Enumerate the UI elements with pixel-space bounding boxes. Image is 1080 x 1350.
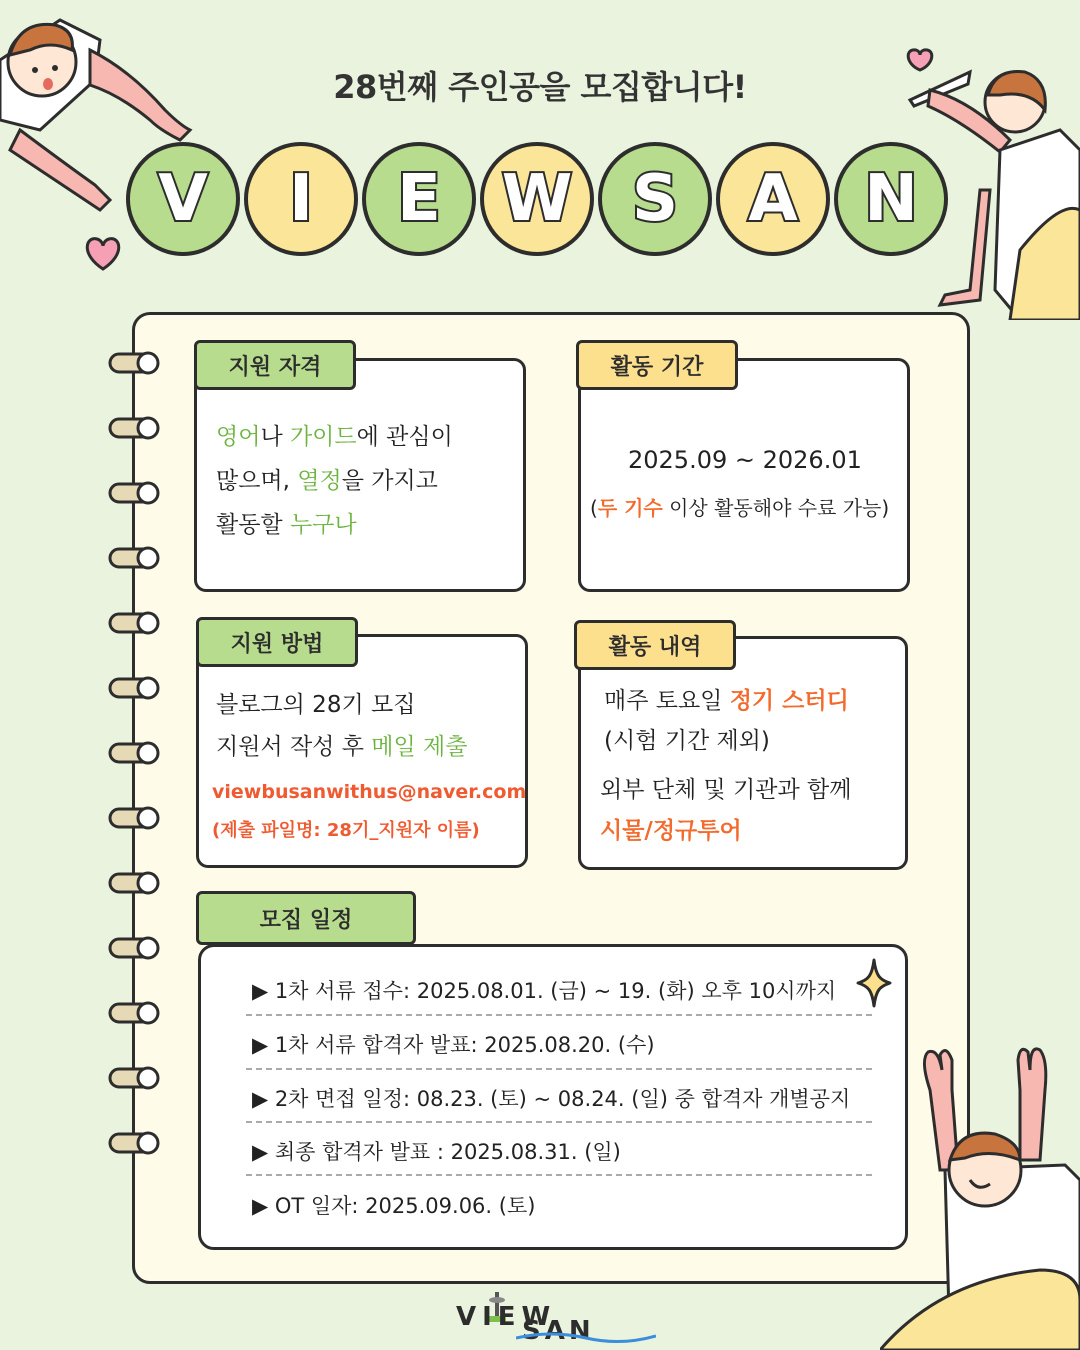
method-line-1: 블로그의 28기 모집 xyxy=(216,692,416,718)
schedule-item: ▶ OT 일자: 2025.09.06. (토) xyxy=(252,1194,536,1218)
notebook-ring-icon xyxy=(108,803,164,833)
activities-line-1: 매주 토요일 정기 스터디 xyxy=(604,688,849,714)
footer-logo xyxy=(456,1290,656,1346)
schedule-tab: 모집 일정 xyxy=(196,891,416,945)
qualification-line-2: 많으며, 열정을 가지고 xyxy=(216,468,438,494)
schedule-item: ▶ 2차 면접 일정: 08.23. (토) ~ 08.24. (일) 중 합격자 개별공지 xyxy=(252,1087,851,1111)
schedule-item: ▶ 1차 서류 접수: 2025.08.01. (금) ~ 19. (화) 오후 10시까지 xyxy=(252,979,837,1003)
notebook-ring-icon xyxy=(108,1063,164,1093)
period-tab: 활동 기간 xyxy=(576,340,738,390)
activities-tab: 활동 내역 xyxy=(574,620,736,670)
sparkle-icon xyxy=(856,958,892,1008)
period-card xyxy=(578,358,910,592)
method-line-2: 지원서 작성 후 메일 제출 xyxy=(216,734,468,760)
notebook-ring-icon xyxy=(108,413,164,443)
brand-letter-n: N xyxy=(834,142,948,256)
qualification-line-3: 활동할 누구나 xyxy=(216,512,357,538)
activities-line-2: (시험 기간 제외) xyxy=(604,728,770,754)
brand-letter-e: E xyxy=(362,142,476,256)
notebook-ring-icon xyxy=(108,673,164,703)
notebook-ring-icon xyxy=(108,608,164,638)
qualification-line-1: 영어나 가이드에 관심이 xyxy=(216,424,453,450)
period-note: (두 기수 이상 활동해야 수료 가능) xyxy=(590,496,890,520)
method-tab: 지원 방법 xyxy=(196,617,358,667)
notebook-ring-icon xyxy=(108,868,164,898)
notebook-ring-icon xyxy=(108,543,164,573)
logo-bottom-text: SAN xyxy=(522,1316,595,1346)
brand-letter-w: W xyxy=(480,142,594,256)
schedule-item: ▶ 1차 서류 합격자 발표: 2025.08.20. (수) xyxy=(252,1033,655,1057)
activities-line-3: 외부 단체 및 기관과 함께 xyxy=(600,777,852,803)
method-filename-note: (제출 파일명: 28기_지원자 이름) xyxy=(212,820,480,841)
notebook-ring-icon xyxy=(108,478,164,508)
brand-letter-i: I xyxy=(244,142,358,256)
character-bottom-right-illustration xyxy=(880,1030,1080,1350)
logo-top-text: VIEW xyxy=(456,1302,557,1332)
period-dates: 2025.09 ~ 2026.01 xyxy=(628,446,862,474)
schedule-item: ▶ 최종 합격자 발표 : 2025.08.31. (일) xyxy=(252,1140,621,1164)
divider xyxy=(246,1174,872,1176)
notebook-ring-icon xyxy=(108,1128,164,1158)
brand-letter-s: S xyxy=(598,142,712,256)
heart-icon xyxy=(84,236,122,272)
divider xyxy=(246,1121,872,1123)
notebook-ring-icon xyxy=(108,933,164,963)
qualification-tab: 지원 자격 xyxy=(194,340,356,390)
brand-letter-a: A xyxy=(716,142,830,256)
email-link[interactable]: viewbusanwithus@naver.com xyxy=(212,781,527,803)
activities-line-4: 시물/정규투어 xyxy=(600,818,742,844)
notebook-ring-icon xyxy=(108,348,164,378)
notebook-ring-icon xyxy=(108,998,164,1028)
divider xyxy=(246,1014,872,1016)
brand-letter-v: V xyxy=(126,142,240,256)
divider xyxy=(246,1068,872,1070)
notebook-ring-icon xyxy=(108,738,164,768)
brand-letter-row xyxy=(120,142,960,266)
page-title: 28번째 주인공을 모집합니다! xyxy=(333,68,747,106)
wave-icon xyxy=(516,1330,656,1344)
